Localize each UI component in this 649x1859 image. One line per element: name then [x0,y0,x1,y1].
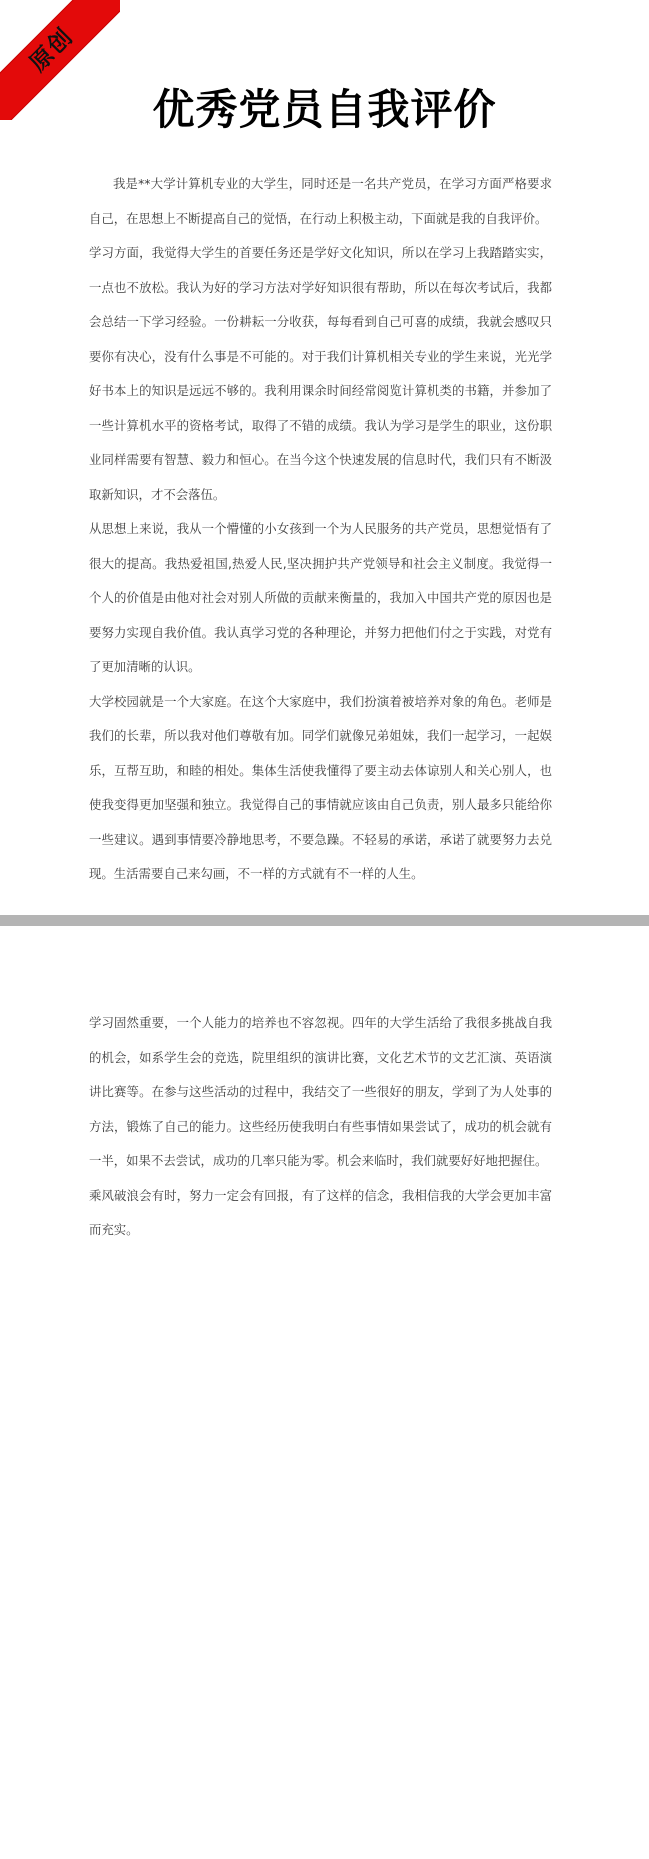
document-title: 优秀党员自我评价 [152,85,497,134]
paragraph-intro: 我是**大学计算机专业的大学生，同时还是一名共产党员，在学习方面严格要求自己，在思想上不断提高自己的觉悟，在行动上积极主动，下面就是我的自我评价。 [89,176,552,226]
paragraph-study: 学习方面，我觉得大学生的首要任务还是学好文化知识，所以在学习上我踏踏实实，一点也不放松。我认为好的学习方法对学好知识很有帮助，所以在每次考试后，我都会总结一下学习经验。一份耕耘一分收获，每每看到自己可喜的成绩，我就会感叹只要你有决心，没有什么事是不可能的。对于我们计算机相关专业的学生来说，光光学好书本上的知识是远远不够的。我利用课余时间经常阅览计算机类的书籍，并参加了一些计算机水平的资格考试，取得了不错的成绩。我认为学习是学生的职业，这份职业同样需要有智慧、毅力和恒心。在当今这个快速发展的信息时代，我们只有不断汲取新知识，才不会落伍。 [89,245,552,502]
paragraph-conclusion: 乘风破浪会有时，努力一定会有回报，有了这样的信念，我相信我的大学会更加丰富而充实。 [89,1187,552,1237]
document-page-1 [0,0,649,915]
paragraph-campus: 大学校园就是一个大家庭。在这个大家庭中，我们扮演着被培养对象的角色。老师是我们的长辈，所以我对他们尊敬有加。同学们就像兄弟姐妹，我们一起学习，一起娱乐，互帮互助，和睦的相处。集体生活使我懂得了要主动去体谅别人和关心别人，也使我变得更加坚强和独立。我觉得自己的事情就应该由自己负责，别人最多只能给你一些建议。遇到事情要冷静地思考，不要急躁。不轻易的承诺，承诺了就要努力去兑现。生活需要自己来勾画，不一样的方式就有不一样的人生。 [89,693,552,881]
paragraph-thought: 从思想上来说，我从一个懵懂的小女孩到一个为人民服务的共产党员，思想觉悟有了很大的提高。我热爱祖国,热爱人民,坚决拥护共产党领导和社会主义制度。我觉得一个人的价值是由他对社会对别人所做的贡献来衡量的，我加入中国共产党的原因也是要努力实现自我价值。我认真学习党的各种理论，并努力把他们付之于实践，对党有了更加清晰的认识。 [89,521,552,674]
page-1-body [89,167,552,892]
document-page-2 [0,926,649,1859]
page-separator [0,915,649,926]
original-ribbon-label: 原创 [25,23,79,77]
paragraph-ability: 学习固然重要，一个人能力的培养也不容忽视。四年的大学生活给了我很多挑战自我的机会，如系学生会的竞选，院里组织的演讲比赛，文化艺术节的文艺汇演、英语演讲比赛等。在参与这些活动的过程中，我结交了一些很好的朋友，学到了为人处事的方法，锻炼了自己的能力。这些经历使我明白有些事情如果尝试了，成功的机会就有一半，如果不去尝试，成功的几率只能为零。机会来临时，我们就要好好地把握住。 [89,1015,552,1168]
page-2-body [89,1006,552,1248]
